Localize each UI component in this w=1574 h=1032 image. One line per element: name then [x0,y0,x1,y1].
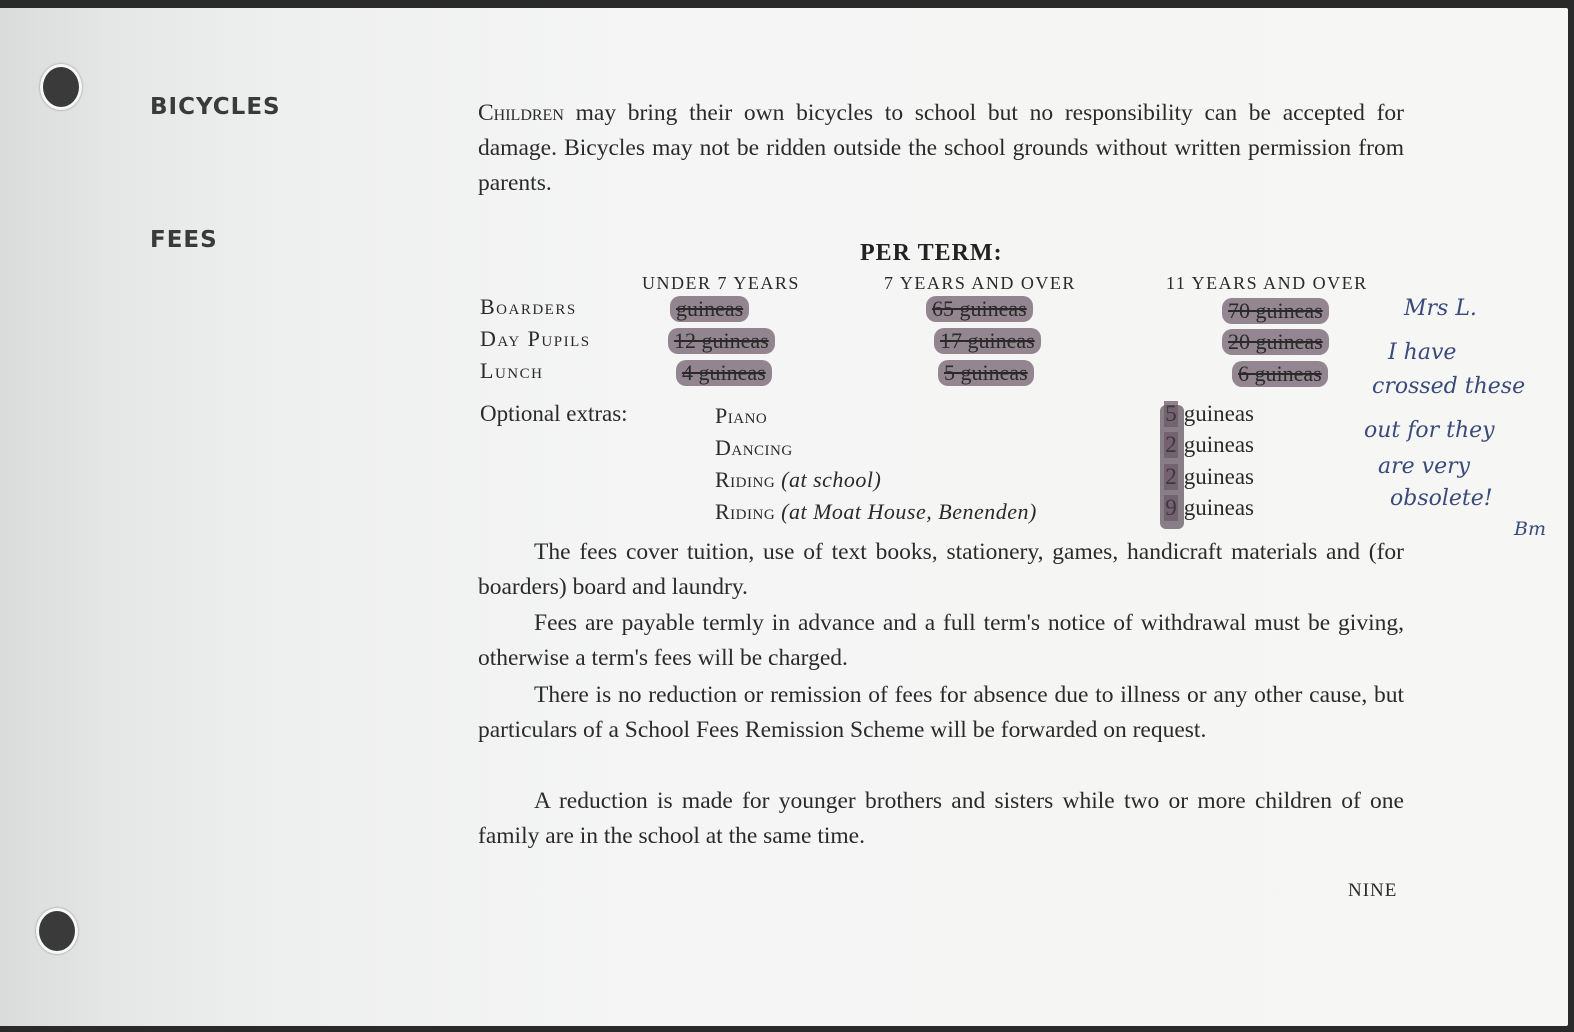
handwritten-line: obsolete! [1390,486,1493,511]
extra-value-unit: guineas [1183,432,1255,457]
column-header-7-and-over: 7 YEARS AND OVER [884,273,1076,293]
row-label-boarders: Boarders [480,294,577,319]
handwritten-line: crossed these [1372,374,1526,399]
fee-lunch-under-7: 4 guineas [676,360,772,386]
optional-extras-label: Optional extras: [480,401,628,426]
handwritten-line: Mrs L. [1404,296,1477,321]
extra-name: Dancing [715,435,793,460]
extra-name: Riding [715,467,776,492]
row-label-day-pupils: Day Pupils [480,326,591,351]
bicycles-lead-word: Children [478,100,564,126]
extra-name: Piano [715,403,768,428]
document-page [0,8,1568,1026]
fee-boarders-11-plus: 70 guineas [1222,298,1329,324]
extra-name: Riding [715,499,776,524]
fee-lunch-11-plus: 6 guineas [1232,361,1328,387]
fees-table-heading: PER TERM: [860,240,1003,266]
fees-paragraph-siblings: A reduction is made for younger brothers and sisters while two or more children of one family are in the school at the same time. [478,788,1404,849]
fee-day-pupils-11-plus: 20 guineas [1222,329,1329,355]
fee-boarders-under-7: guineas [670,296,749,322]
extra-riding-moat-house [715,499,1037,525]
extra-value-riding-moat-house [1164,495,1254,521]
fees-paragraph-remission: There is no reduction or remission of fees for absence due to illness or any other cause, but particulars of a School Fees Remission Scheme will be forwarded on request. [478,682,1404,743]
extra-piano [715,403,767,429]
handwritten-line: are very [1378,454,1471,479]
extra-value-riding-school [1164,464,1254,490]
extra-value-digit: 2 [1165,464,1177,489]
extra-value-digit: 2 [1165,432,1177,457]
extra-value-dancing [1164,432,1254,458]
section-heading-fees: FEES [150,227,218,253]
fees-paragraph-coverage: The fees cover tuition, use of text books, stationery, games, handicraft materials and (for boarders) board and laundry. [478,539,1404,600]
punch-hole-top [40,64,82,110]
extra-detail: (at Moat House, Benenden) [781,499,1037,524]
extra-value-digit: 9 [1165,495,1177,520]
extra-value-piano [1164,401,1254,427]
fee-boarders-7-plus: 65 guineas [926,296,1033,322]
extra-value-unit: guineas [1183,464,1255,489]
fee-day-pupils-7-plus: 17 guineas [934,328,1041,354]
fee-day-pupils-under-7: 12 guineas [668,328,775,354]
extra-dancing [715,435,793,461]
extra-value-digit: 5 [1165,401,1177,426]
handwritten-line: out for they [1364,418,1495,443]
handwritten-line: Bm [1514,518,1546,540]
handwritten-line: I have [1388,340,1457,365]
extra-detail: (at school) [781,467,882,492]
extra-riding-school [715,467,881,493]
punch-hole-bottom [36,908,78,954]
row-label-lunch: Lunch [480,358,544,383]
column-header-11-and-over: 11 YEARS AND OVER [1166,273,1368,293]
page-number: NINE [1348,880,1398,901]
bicycles-text: may bring their own bicycles to school but no responsibility can be accepted for damage. Bicycles may not be ridden outside the school grounds without written permission from parents. [478,100,1404,196]
extra-value-unit: guineas [1183,401,1255,426]
section-heading-bicycles: BICYCLES [150,94,281,120]
column-header-under-7: UNDER 7 YEARS [642,273,800,293]
fee-lunch-7-plus: 5 guineas [938,360,1034,386]
fees-paragraph-payment: Fees are payable termly in advance and a full term's notice of withdrawal must be giving, otherwise a term's fees will be charged. [478,610,1404,671]
extra-value-unit: guineas [1183,495,1255,520]
bicycles-paragraph [478,96,1404,201]
